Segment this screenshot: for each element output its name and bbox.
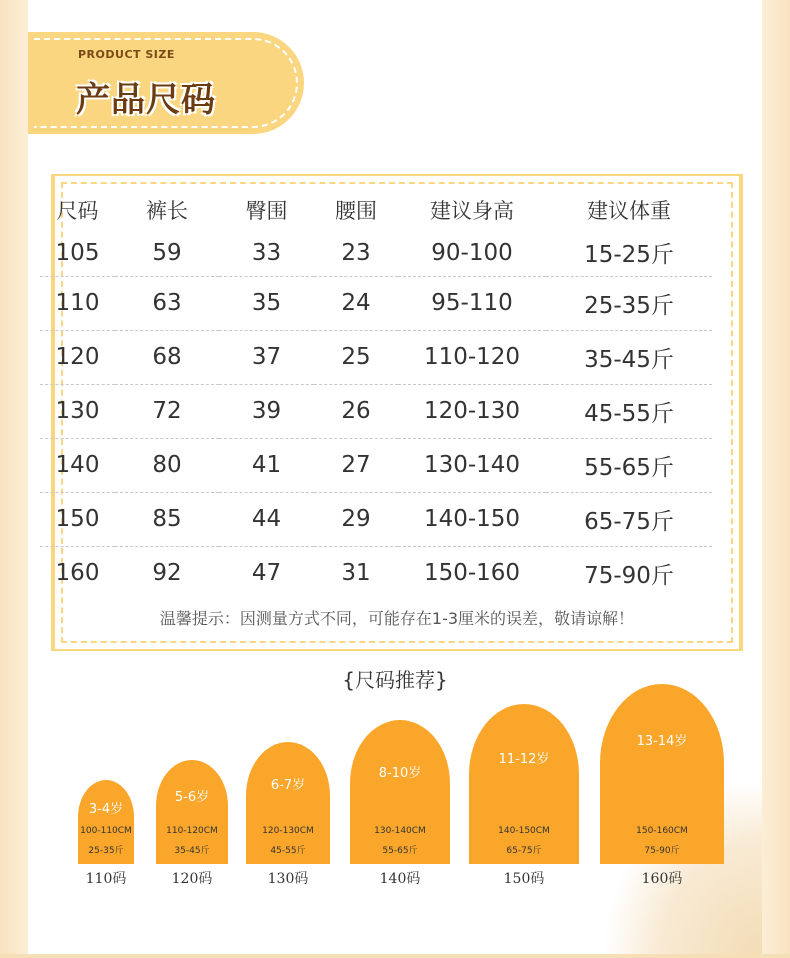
cell-hip: 44 <box>219 492 314 546</box>
header-chinese-title: 产品尺码 <box>76 80 216 120</box>
left-border <box>0 0 28 958</box>
recommend-title: {尺码推荐} <box>342 668 448 692</box>
size-arch-110 <box>78 780 134 864</box>
cell-weight: 15-25斤 <box>546 230 712 276</box>
cell-pants-length: 72 <box>115 384 219 438</box>
cell-size: 130 <box>40 384 115 438</box>
cell-hip: 39 <box>219 384 314 438</box>
arch-height: 130-140CM <box>374 826 426 836</box>
cell-hip: 47 <box>251 560 282 587</box>
size-table-header-row <box>40 190 712 230</box>
header-size: 尺码 <box>56 199 99 223</box>
cell-hip: 41 <box>219 438 314 492</box>
cell-waist: 29 <box>314 492 398 546</box>
cell-height: 150-160 <box>423 560 521 587</box>
header-weight: 建议体重 <box>587 199 671 223</box>
right-border <box>762 0 790 958</box>
header-pants-length: 裤长 <box>146 199 188 223</box>
cell-height: 130-140 <box>398 438 546 492</box>
table-row <box>40 438 712 492</box>
arch-age: 6-7岁 <box>270 778 306 793</box>
size-arch-140 <box>350 720 450 864</box>
size-arch-120 <box>156 760 228 864</box>
table-row <box>40 546 712 600</box>
cell-weight: 65-75斤 <box>546 492 712 546</box>
size-table <box>40 190 712 600</box>
size-arch-160 <box>600 684 724 864</box>
cell-waist: 23 <box>314 230 398 276</box>
cell-weight: 25-35斤 <box>546 276 712 330</box>
cell-pants-length: 68 <box>115 330 219 384</box>
measurement-tip: 温馨提示：因测量方式不同，可能存在1-3厘米的误差，敬请谅解！ <box>159 609 635 628</box>
arch-height: 120-130CM <box>262 826 314 836</box>
arch-age: 13-14岁 <box>636 734 688 749</box>
arch-weight: 55-65斤 <box>382 846 418 856</box>
cell-hip: 35 <box>219 276 314 330</box>
cell-size: 120 <box>40 330 115 384</box>
arch-weight: 75-90斤 <box>644 846 680 856</box>
cell-weight: 75-90斤 <box>584 562 674 589</box>
cell-pants-length: 80 <box>115 438 219 492</box>
arch-age: 5-6岁 <box>174 790 210 805</box>
size-label-140: 140码 <box>379 871 421 887</box>
cell-hip: 33 <box>219 230 314 276</box>
cell-pants-length: 59 <box>115 230 219 276</box>
cell-size: 105 <box>40 230 115 276</box>
cell-height: 110-120 <box>398 330 546 384</box>
cell-size: 160 <box>55 560 100 587</box>
cell-weight: 35-45斤 <box>546 330 712 384</box>
arch-height: 140-150CM <box>498 826 550 836</box>
table-row <box>40 230 712 276</box>
cell-height: 120-130 <box>398 384 546 438</box>
cell-waist: 31 <box>341 560 371 587</box>
cell-waist: 27 <box>314 438 398 492</box>
size-label-160: 160码 <box>641 871 683 887</box>
arch-height: 150-160CM <box>636 826 688 836</box>
header-english-title: PRODUCT SIZE <box>78 48 175 61</box>
table-row <box>40 330 712 384</box>
size-label-110: 110码 <box>85 871 127 887</box>
cell-weight: 45-55斤 <box>546 384 712 438</box>
cell-waist: 26 <box>314 384 398 438</box>
arch-weight: 65-75斤 <box>506 846 542 856</box>
cell-weight: 55-65斤 <box>546 438 712 492</box>
header-height: 建议身高 <box>430 199 514 223</box>
cell-height: 90-100 <box>398 230 546 276</box>
size-label-120: 120码 <box>171 871 213 887</box>
arch-weight: 35-45斤 <box>174 846 210 856</box>
arch-weight: 25-35斤 <box>88 846 124 856</box>
cell-size: 140 <box>40 438 115 492</box>
arch-weight: 45-55斤 <box>270 846 306 856</box>
table-row <box>40 492 712 546</box>
section-header-tag <box>28 32 304 134</box>
cell-height: 95-110 <box>398 276 546 330</box>
table-row <box>40 384 712 438</box>
table-row <box>40 276 712 330</box>
cell-waist: 25 <box>314 330 398 384</box>
size-arch-150 <box>469 704 579 864</box>
arch-age: 3-4岁 <box>88 802 124 817</box>
bottom-strip <box>0 954 790 958</box>
cell-size: 150 <box>40 492 115 546</box>
cell-pants-length: 63 <box>115 276 219 330</box>
cell-pants-length: 92 <box>152 560 182 587</box>
arch-age: 11-12岁 <box>498 752 550 767</box>
size-label-150: 150码 <box>503 871 545 887</box>
arch-height: 100-110CM <box>80 826 132 836</box>
header-waist: 腰围 <box>335 199 377 223</box>
cell-pants-length: 85 <box>115 492 219 546</box>
cell-hip: 37 <box>219 330 314 384</box>
cell-waist: 24 <box>314 276 398 330</box>
header-hip: 臀围 <box>245 199 288 223</box>
size-arch-130 <box>246 742 330 864</box>
size-label-130: 130码 <box>267 871 309 887</box>
cell-height: 140-150 <box>398 492 546 546</box>
arch-age: 8-10岁 <box>378 766 422 781</box>
arch-height: 110-120CM <box>166 826 218 836</box>
cell-size: 110 <box>40 276 115 330</box>
